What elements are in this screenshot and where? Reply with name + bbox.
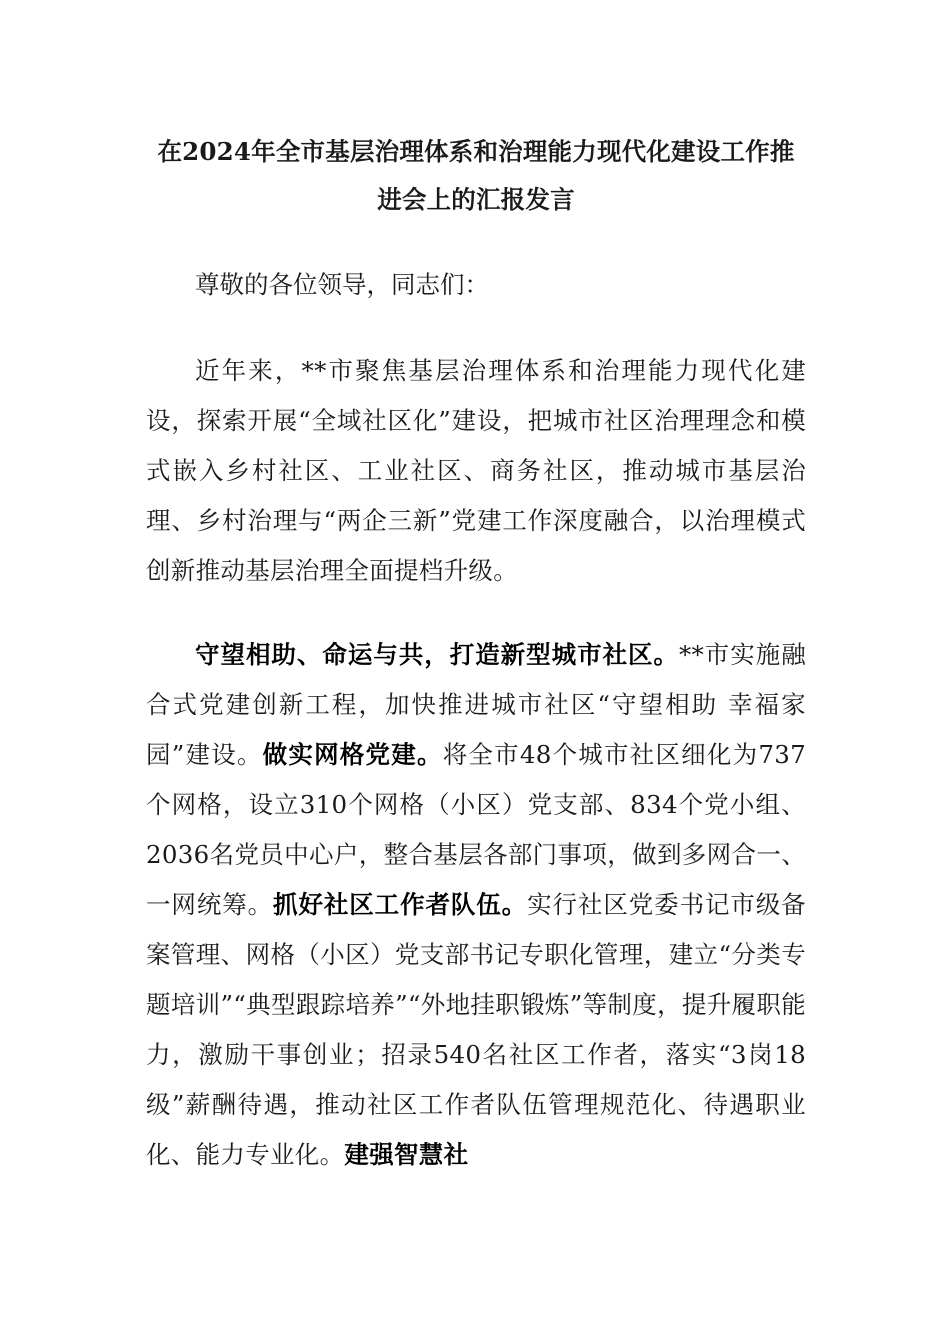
- section-paragraph: [146, 630, 806, 1180]
- subtext-grid: 将全市48个城市社区细化为737个网格，设立310个网格（小区）党支部、834个党小组、2036名党员中心户，整合基层各部门事项，做到多网合一、一网统筹。: [146, 740, 806, 919]
- subheading-smart: 建强智慧社: [344, 1140, 469, 1169]
- subheading-workers: 抓好社区工作者队伍。: [273, 890, 528, 919]
- document-title: 在2024年全市基层治理体系和治理能力现代化建设工作推进会上的汇报发言: [157, 137, 795, 214]
- section-text: **市实施融合式党建创新工程，加快推进城市社区“守望相助 幸福家园”建设。: [146, 640, 806, 769]
- intro-paragraph: 近年来，**市聚焦基层治理体系和治理能力现代化建设，探索开展“全域社区化”建设，把城市社区治理理念和模式嵌入乡村社区、工业社区、商务社区，推动城市基层治理、乡村治理与“两企三新”党建工作深度融合，以治理模式创新推动基层治理全面提档升级。: [146, 356, 806, 585]
- document-page: [146, 128, 806, 1180]
- greeting: 尊敬的各位领导，同志们：: [195, 270, 489, 299]
- section-heading: 守望相助、命运与共，打造新型城市社区。: [195, 640, 679, 669]
- subheading-grid: 做实网格党建。: [262, 740, 443, 769]
- subtext-workers: 实行社区党委书记市级备案管理、网格（小区）党支部书记专职化管理，建立“分类专题培训”“典型跟踪培养”“外地挂职锻炼”等制度，提升履职能力，激励干事创业；招录540名社区工作者，落实“3岗18级”薪酬待遇，推动社区工作者队伍管理规范化、待遇职业化、能力专业化。: [146, 890, 806, 1169]
